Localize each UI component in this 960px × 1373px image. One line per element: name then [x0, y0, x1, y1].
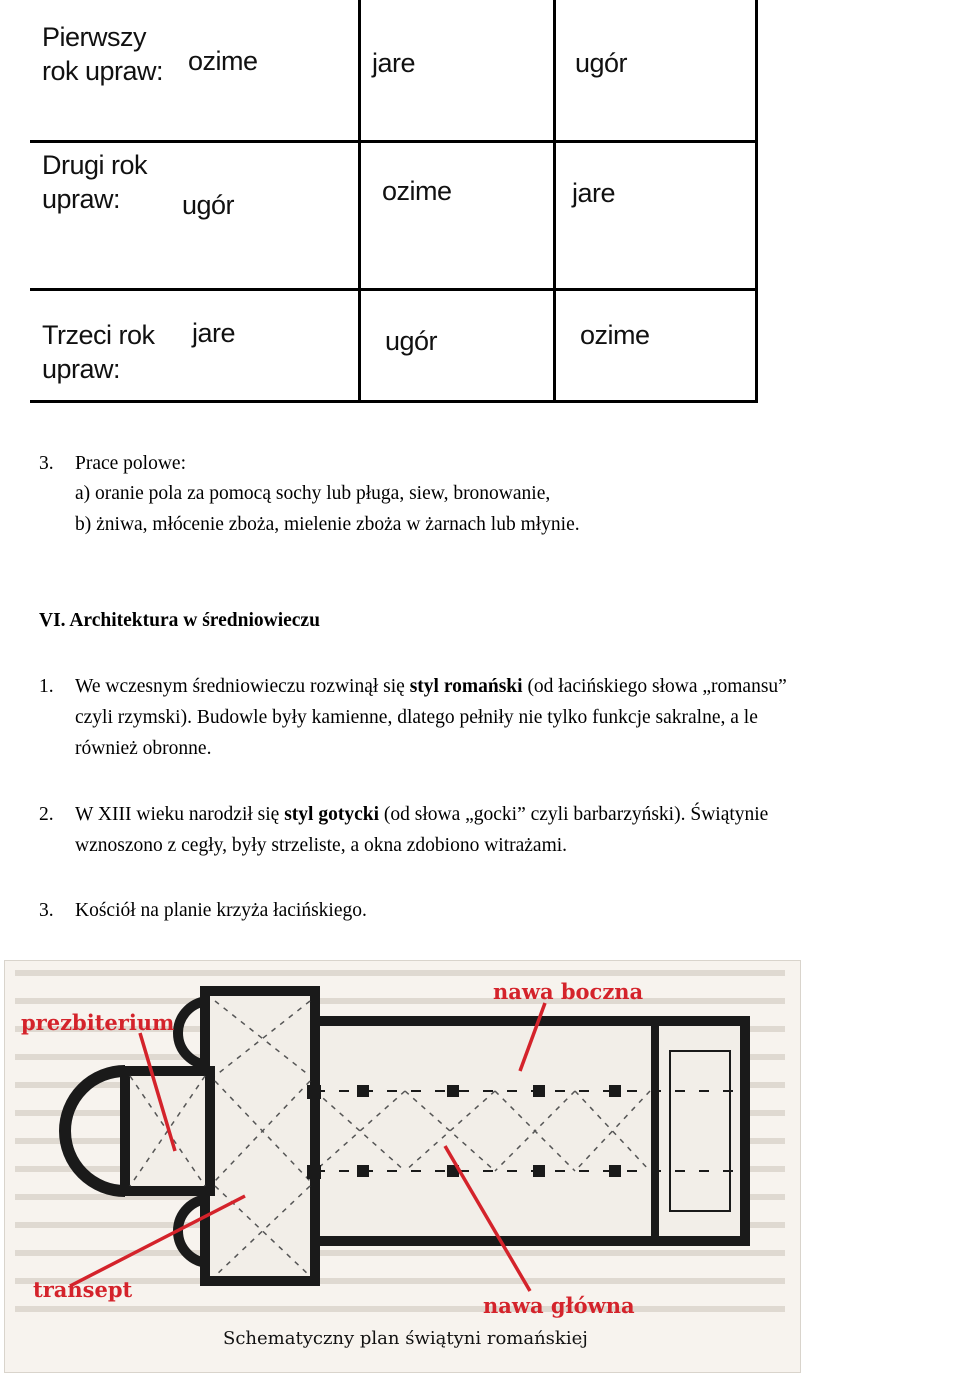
field-work-heading: 3. Prace polowe: — [39, 453, 187, 474]
point-1: 1. We wczesnym średniowieczu rozwinął się styl romański (od łacińskiego słowa „romansu” — [39, 676, 787, 697]
grid-cell: ugór — [182, 190, 235, 220]
church-plan-image — [4, 960, 801, 1373]
label-presbytery: prezbiterium — [21, 1010, 175, 1035]
grid-line — [30, 400, 758, 403]
grid-cell: jare — [192, 318, 236, 348]
grid-cell: ozime — [580, 320, 650, 350]
plan-caption: Schematyczny plan świątyni romańskiej — [223, 1328, 588, 1349]
grid-cell: ugór — [575, 48, 628, 78]
grid-cell: ugór — [385, 326, 438, 356]
row-label: Pierwszy rok upraw: — [42, 22, 164, 86]
grid-line — [755, 0, 758, 403]
point-3: 3. Kościół na planie krzyża łacińskiego. — [39, 900, 367, 921]
grid-cell: jare — [572, 178, 616, 208]
section-title: VI. Architektura w średniowieczu — [39, 610, 320, 631]
row-label: Drugi rok upraw: — [42, 150, 148, 214]
church-plan-drawing — [5, 961, 800, 1372]
label-transept: transept — [33, 1277, 133, 1302]
grid-cell: ozime — [188, 46, 258, 76]
grid-line — [30, 140, 758, 143]
grid-cell: ozime — [382, 176, 452, 206]
row-label: Trzeci rok upraw: — [42, 320, 155, 384]
point-2-line: wznoszono z cegły, były strzeliste, a okna zdobiono witrażami. — [75, 835, 568, 856]
grid-line — [358, 0, 361, 403]
field-work-item: b) żniwa, młócenie zboża, mielenie zboża w żarnach lub młynie. — [75, 514, 580, 535]
field-work-item: a) oranie pola za pomocą sochy lub pługa, siew, bronowanie, — [75, 483, 551, 504]
point-1-line: również obronne. — [75, 738, 212, 759]
label-side-aisle: nawa boczna — [493, 979, 644, 1004]
crop-rotation-grid — [30, 0, 758, 405]
grid-cell: jare — [372, 48, 416, 78]
point-1-line: czyli rzymski). Budowle były kamienne, dlatego pełniły nie tylko funkcje sakralne, a le — [75, 707, 758, 728]
label-main-nave: nawa główna — [483, 1293, 635, 1318]
point-2: 2. W XIII wieku narodził się styl gotycki (od słowa „gocki” czyli barbarzyński). Świątynie — [39, 804, 769, 825]
grid-line — [30, 288, 758, 291]
grid-line — [553, 0, 556, 403]
